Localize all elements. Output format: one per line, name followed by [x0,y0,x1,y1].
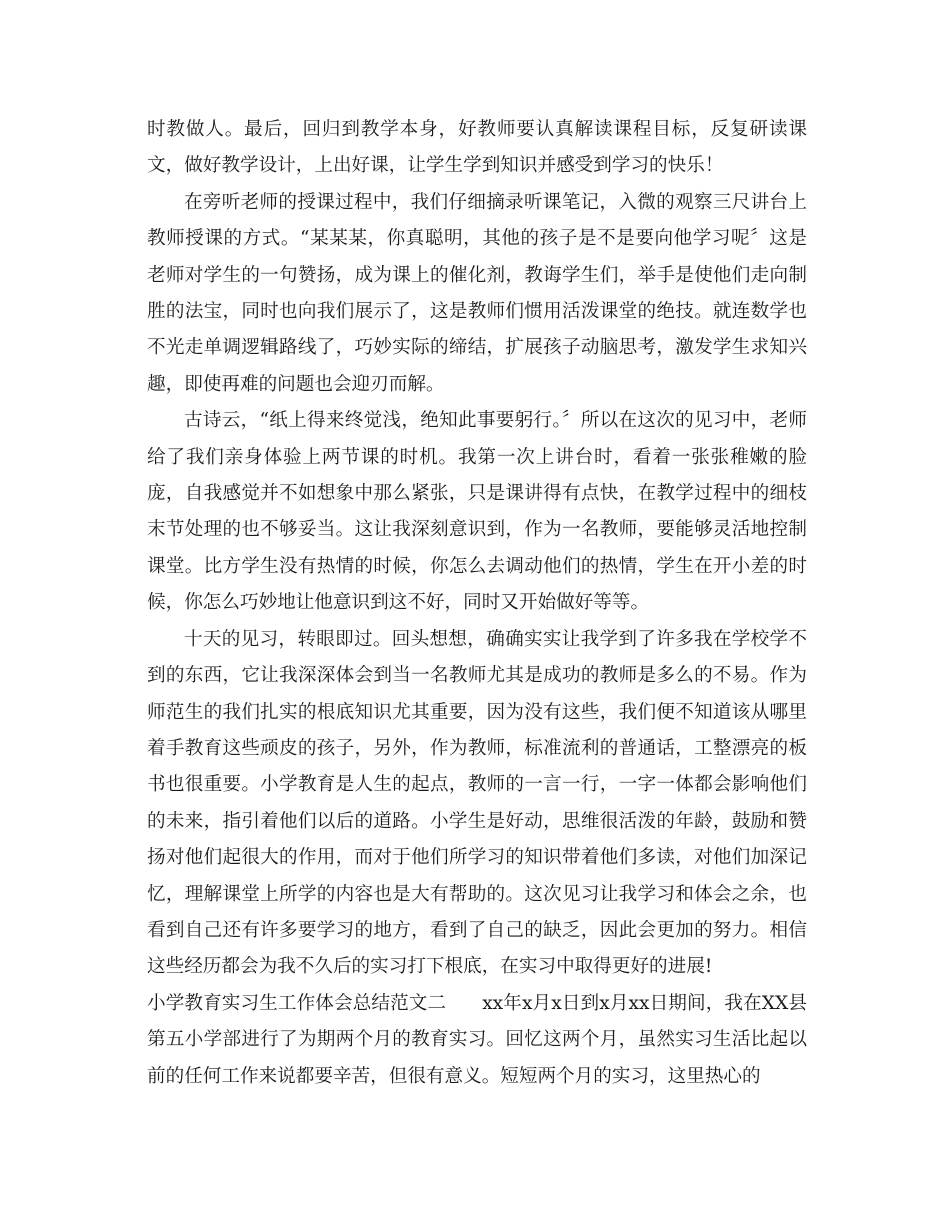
section-title: 小学教育实习生工作体会总结范文二 [147,992,447,1014]
paragraph-3: 古诗云，“纸上得来终觉浅，绝知此事要躬行。〞所以在这次的见习中，老师给了我们亲身体验上两节课的时机。我第一次上讲台时，看着一张张稚嫩的脸庞，自我感觉并不如想象中那么紧张，只是课讲得有点快，在教学过程中的细枝末节处理的也不够妥当。这让我深刻意识到，作为一名教师，要能够灵活地控制课堂。比方学生没有热情的时候，你怎么去调动他们的热情，学生在开小差的时候，你怎么巧妙地让他意识到这不好，同时又开始做好等等。 [147,410,807,614]
section-text: xx年x月x日到x月xx日期间，我在XX县第五小学部进行了为期两个月的教育实习。回忆这两个月，虽然实习生活比起以前的任何工作来说都要辛苦，但很有意义。短短两个月的实习，这里热心的 [147,992,807,1087]
paragraph-4: 十天的见习，转眼即过。回头想想，确确实实让我学到了许多我在学校学不到的东西，它让我深深体会到当一名教师尤其是成功的教师是多么的不易。作为师范生的我们扎实的根底知识尤其重要，因为没有这些，我们便不知道该从哪里着手教育这些顽皮的孩子，另外，作为教师，标准流利的普通话，工整漂亮的板书也很重要。小学教育是人生的起点，教师的一言一行，一字一体都会影响他们的未来，指引着他们以后的道路。小学生是好动，思维很活泼的年龄，鼓励和赞扬对他们起很大的作用，而对于他们所学习的知识带着他们多读，对他们加深记忆，理解课堂上所学的内容也是大有帮助的。这次见习让我学习和体会之余，也看到自己还有许多要学习的地方，看到了自己的缺乏，因此会更加的努力。相信这些经历都会为我不久后的实习打下根底，在实习中取得更好的进展! [147,628,807,978]
paragraph-2: 在旁听老师的授课过程中，我们仔细摘录听课笔记，入微的观察三尺讲台上教师授课的方式。“某某某，你真聪明，其他的孩子是不是要向他学习呢〞这是老师对学生的一句赞扬，成为课上的催化剂，教诲学生们，举手是使他们走向制胜的法宝，同时也向我们展示了，这是教师们惯用活泼课堂的绝技。就连数学也不光走单调逻辑路线了，巧妙实际的缔结，扩展孩子动脑思考，激发学生求知兴趣，即使再难的问题也会迎刃而解。 [147,191,807,395]
paragraph-1: 时教做人。最后，回归到教学本身，好教师要认真解读课程目标，反复研读课文，做好教学设计，上出好课，让学生学到知识并感受到学习的快乐！ [147,119,807,177]
section-paragraph [147,986,807,1095]
document-body [147,112,807,1095]
